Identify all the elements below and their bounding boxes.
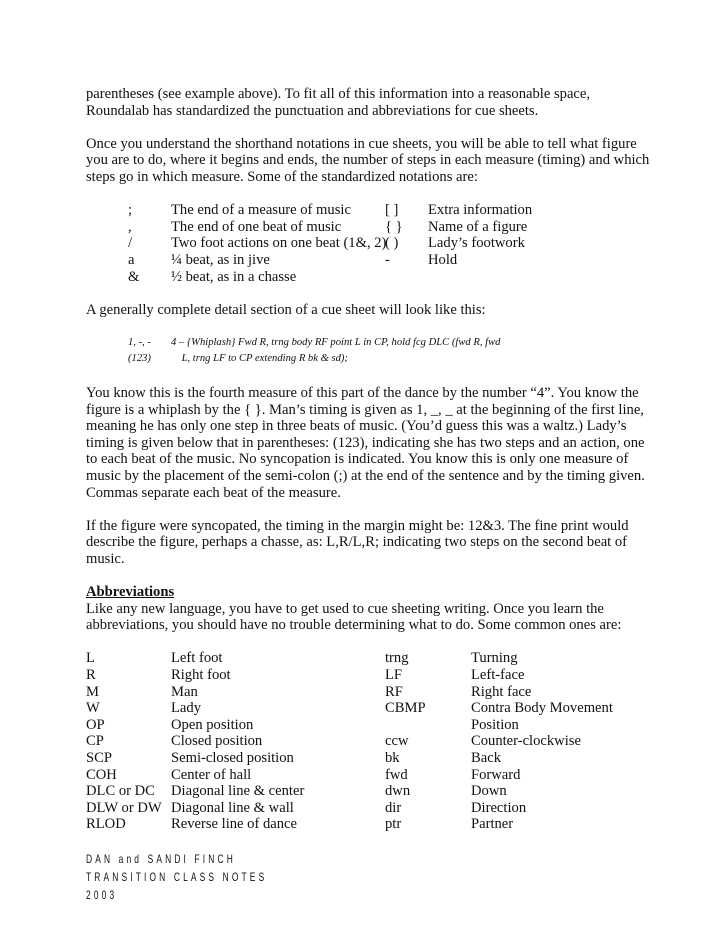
paragraph-punctuation: parentheses (see example above). To fit all of this information into a reasonable space, Roundalab has standardized the punctuation and abbreviations for cue sheets. [86,86,591,119]
notation-table [86,202,656,285]
section-heading-abbreviations: Abbreviations [86,584,175,601]
paragraph-detail-intro: A generally complete detail section of a cue sheet will look like this: [86,301,486,318]
abbreviation-meaning: Diagonal line & wall [171,799,294,816]
document-body [86,86,656,833]
notation-description: The end of one beat of music [171,218,342,235]
notation-symbol: ; [128,202,133,219]
abbreviation-code: SCP [86,750,112,767]
abbreviation-row [86,700,656,717]
cue-example-line [86,351,656,367]
abbreviation-meaning: Left foot [171,650,223,667]
abbreviation-code: CBMP [385,700,426,717]
cue-text: 4 – {Whiplash} Fwd R, trng body RF point L in CP, hold fcg DLC (fwd R, fwd [171,336,501,348]
abbreviation-meaning: Down [471,783,507,800]
abbreviation-meaning: Reverse line of dance [171,816,298,833]
abbreviation-meaning: Center of hall [171,766,252,783]
abbreviation-code: RF [385,683,403,700]
notation-symbol: & [128,268,140,285]
notation-description: The end of a measure of music [171,202,351,219]
abbreviation-code: COH [86,766,117,783]
abbreviations-table [86,650,656,833]
notation-description: Two foot actions on one beat (1&, 2) [171,235,387,252]
abbreviation-meaning: Direction [471,799,527,816]
abbreviation-meaning: Closed position [171,733,263,750]
abbreviation-meaning: Turning [471,650,518,667]
abbreviation-row [86,733,656,750]
abbreviation-meaning: Right face [471,683,532,700]
footer [86,850,267,904]
abbreviation-code: ptr [385,816,402,833]
abbreviation-meaning: Lady [171,700,201,717]
cue-example-line [86,335,656,351]
abbreviation-code: R [86,667,96,684]
paragraph-syncopation: If the figure were syncopated, the timing in the margin might be: 12&3. The fine print would describe the figure, perhaps a chasse, as: L,R/L,R; indicating two steps on the second beat of music. [86,517,629,567]
abbreviation-meaning: Semi-closed position [171,750,294,767]
notation-description: Extra information [428,202,533,219]
abbreviation-code: W [86,700,100,717]
notation-symbol: [ ] [385,202,399,219]
cue-example [86,335,656,369]
abbreviation-meaning: Man [171,683,198,700]
abbreviation-code: ccw [385,733,409,750]
abbreviation-meaning: Counter-clockwise [471,733,581,750]
abbreviation-meaning: Right foot [171,667,231,684]
abbreviation-code: DLC or DC [86,783,155,800]
abbreviation-row [86,650,656,667]
abbreviation-row [86,783,656,800]
abbreviation-meaning: Back [471,750,501,767]
notation-symbol: { } [385,218,403,235]
notation-row [86,235,656,252]
notation-description: Hold [428,251,458,268]
abbreviation-meaning: Left-face [471,667,525,684]
notation-row [86,252,656,269]
abbreviation-code: L [86,650,95,667]
notation-description: Lady’s footwork [428,235,525,252]
abbreviation-meaning: Partner [471,816,514,833]
cue-timing: (123) [128,352,151,364]
notation-symbol: - [385,251,390,268]
cue-text: L, trng LF to CP extending R bk & sd); [171,352,348,364]
notation-symbol: ( ) [385,235,399,252]
paragraph-shorthand: Once you understand the shorthand notations in cue sheets, you will be able to tell what figure you are to do, where it begins and ends, the number of steps in each measure (timing) and which steps go in which measure. Some of the standardized notations are: [86,135,650,185]
notation-symbol: / [128,235,133,252]
notation-symbol: , [128,218,132,235]
abbreviation-meaning: Diagonal line & center [171,783,305,800]
abbreviation-code: dir [385,799,402,816]
abbreviation-meaning: Position [471,716,519,733]
notation-row [86,202,656,219]
notation-description: ¼ beat, as in jive [171,251,270,268]
abbreviation-row [86,816,656,833]
abbreviation-row [86,750,656,767]
notation-description: Name of a figure [428,218,528,235]
cue-timing: 1, -, - [128,336,151,348]
abbreviation-code: fwd [385,766,408,783]
abbreviation-row [86,667,656,684]
abbreviation-meaning: Contra Body Movement [471,700,613,717]
abbreviation-code: trng [385,650,409,667]
abbreviation-row [86,767,656,784]
abbreviation-row [86,800,656,817]
abbreviation-code: CP [86,733,104,750]
notation-row [86,219,656,236]
footer-title: TRANSITION CLASS NOTES [86,870,268,884]
paragraph-abbreviations-intro: Like any new language, you have to get used to cue sheeting writing. Once you learn the abbreviations, you should have no trouble determining what to do. Some common ones are: [86,600,622,634]
abbreviation-row [86,717,656,734]
notation-symbol: a [128,251,135,268]
abbreviation-code: dwn [385,783,411,800]
paragraph-explanation: You know this is the fourth measure of this part of the dance by the number “4”. You know the figure is a whiplash by the { }. Man’s timing is given as 1, _, _ at the beginning of the first line, meaning he has only one step in three beats of music. (You’d guess this was a waltz.) Lady’s timing is given below that in parentheses: (123), indicating she has two steps and an action, one to each beat of the music. No syncopation is indicated. You know this is only one measure of music by the placement of the semi-colon (;) at the end of the sentence and by the timing given. Commas separate each beat of the measure. [86,384,645,501]
abbreviation-code: bk [385,750,400,767]
abbreviation-code: M [86,683,99,700]
abbreviation-code: RLOD [86,816,126,833]
notation-row [86,269,656,286]
notation-description: ½ beat, as in a chasse [171,268,297,285]
abbreviation-code: OP [86,716,105,733]
abbreviation-row [86,684,656,701]
abbreviation-meaning: Open position [171,716,254,733]
footer-authors: DAN and SANDI FINCH [86,852,236,866]
abbreviation-code: DLW or DW [86,799,162,816]
footer-year: 2003 [86,888,118,902]
abbreviation-meaning: Forward [471,766,521,783]
abbreviation-code: LF [385,667,403,684]
